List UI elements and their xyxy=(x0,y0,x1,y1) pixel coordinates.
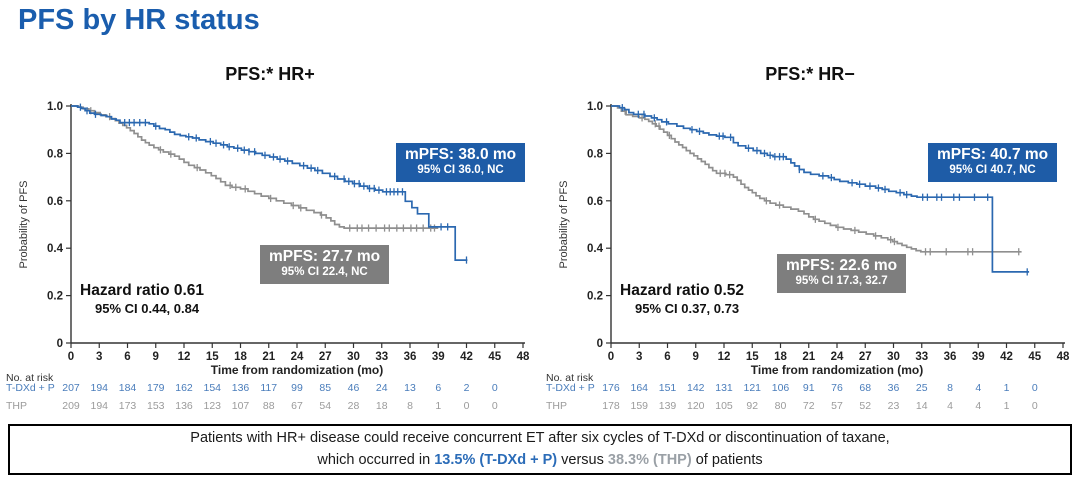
y-tick-label: 0.6 xyxy=(47,195,63,208)
x-tick-label: 9 xyxy=(692,351,699,363)
risk-value: 76 xyxy=(831,382,843,394)
risk-value: 14 xyxy=(915,400,928,412)
hazard-ratio-ci: 95% CI 0.44, 0.84 xyxy=(95,300,200,316)
risk-value: 139 xyxy=(658,400,677,412)
y-tick-label: 0.4 xyxy=(47,243,63,256)
risk-value: 13 xyxy=(404,382,416,394)
km-curve-tdxdp xyxy=(611,106,1029,272)
risk-value: 99 xyxy=(291,382,303,394)
mpfs-ci: 95% CI 36.0, NC xyxy=(417,163,504,176)
x-tick-label: 6 xyxy=(124,351,131,363)
x-tick-label: 42 xyxy=(460,351,473,363)
y-tick-label: 0 xyxy=(596,338,603,350)
risk-value: 88 xyxy=(262,400,275,412)
risk-value: 68 xyxy=(859,382,872,394)
km-panel-hr-negative xyxy=(540,60,1080,420)
risk-value: 194 xyxy=(90,400,109,412)
footnote-line2-mid: versus xyxy=(557,451,608,468)
panel-title-hr-positive: PFS:* HR+ xyxy=(225,64,315,84)
y-axis-label: Probability of PFS xyxy=(18,180,30,269)
risk-value: 6 xyxy=(435,382,442,394)
x-tick-label: 45 xyxy=(488,351,502,363)
footnote-box xyxy=(8,424,1072,475)
y-tick-label: 0.2 xyxy=(587,290,603,303)
footnote-line2 xyxy=(317,450,762,471)
footnote-line2-prefix: which occurred in xyxy=(317,451,435,468)
x-tick-label: 24 xyxy=(830,351,844,363)
risk-value: 91 xyxy=(802,382,815,394)
x-tick-label: 39 xyxy=(431,351,445,363)
mpfs-value: mPFS: 27.7 mo xyxy=(269,248,381,265)
risk-value: 164 xyxy=(630,382,649,394)
risk-value: 0 xyxy=(491,400,498,412)
risk-table-header: No. at risk xyxy=(6,372,54,384)
risk-value: 57 xyxy=(831,400,843,412)
risk-row-label: T-DXd + P xyxy=(546,382,595,394)
y-tick-label: 0.2 xyxy=(47,290,63,303)
x-tick-label: 21 xyxy=(802,351,816,363)
risk-value: 142 xyxy=(686,382,705,394)
x-tick-label: 3 xyxy=(636,351,643,363)
x-tick-label: 24 xyxy=(290,351,304,363)
footnote-line2-suffix: of patients xyxy=(691,451,763,468)
risk-value: 1 xyxy=(1003,382,1010,394)
mpfs-badge-tdxd-hr-negative xyxy=(928,143,1057,182)
x-tick-label: 45 xyxy=(1028,351,1042,363)
risk-value: 159 xyxy=(630,400,649,412)
risk-value: 52 xyxy=(859,400,872,412)
risk-value: 72 xyxy=(802,400,815,412)
x-tick-label: 36 xyxy=(403,351,417,363)
risk-value: 4 xyxy=(975,382,982,394)
x-tick-label: 6 xyxy=(664,351,671,363)
risk-value: 105 xyxy=(715,400,733,412)
risk-value: 0 xyxy=(463,400,470,412)
x-tick-label: 27 xyxy=(858,351,872,363)
risk-value: 46 xyxy=(347,382,360,394)
page-title: PFS by HR status xyxy=(18,4,260,36)
risk-value: 80 xyxy=(774,400,787,412)
footnote-line1: Patients with HR+ disease could receive concurrent ET after six cycles of T-DXd or discontinuation of taxane, xyxy=(190,430,890,447)
mpfs-value: mPFS: 22.6 mo xyxy=(786,257,898,274)
risk-value: 151 xyxy=(658,382,677,394)
x-tick-label: 21 xyxy=(262,351,276,363)
risk-row-label: THP xyxy=(546,400,567,412)
y-tick-label: 0 xyxy=(56,338,63,350)
risk-value: 92 xyxy=(746,400,759,412)
hazard-ratio-hr-positive xyxy=(80,282,204,317)
risk-value: 0 xyxy=(1031,400,1038,412)
y-axis-label: Probability of PFS xyxy=(558,180,570,269)
x-tick-label: 42 xyxy=(1000,351,1013,363)
km-panel-hr-positive xyxy=(0,60,540,420)
x-tick-label: 33 xyxy=(375,351,389,363)
risk-value: 67 xyxy=(291,400,303,412)
risk-value: 24 xyxy=(375,382,388,394)
hazard-ratio-value: Hazard ratio 0.52 xyxy=(620,282,745,299)
risk-row-label: T-DXd + P xyxy=(6,382,55,394)
km-curve-thp xyxy=(71,106,438,228)
risk-value: 162 xyxy=(175,382,193,394)
x-axis-label: Time from randomization (mo) xyxy=(210,363,384,377)
mpfs-ci: 95% CI 40.7, NC xyxy=(949,163,1036,176)
y-tick-label: 0.8 xyxy=(587,148,603,161)
risk-value: 4 xyxy=(947,400,953,412)
risk-value: 85 xyxy=(319,382,332,394)
risk-value: 131 xyxy=(715,382,733,394)
risk-value: 1 xyxy=(435,400,442,412)
risk-table-header: No. at risk xyxy=(546,372,594,384)
y-tick-label: 1.0 xyxy=(47,101,63,113)
mpfs-badge-thp-hr-positive xyxy=(260,245,389,284)
risk-value: 25 xyxy=(915,382,928,394)
hazard-ratio-ci: 95% CI 0.37, 0.73 xyxy=(635,300,740,316)
x-tick-label: 15 xyxy=(745,351,759,363)
risk-value: 28 xyxy=(347,400,360,412)
risk-value: 54 xyxy=(319,400,332,412)
y-tick-label: 0.4 xyxy=(587,243,603,256)
footnote-thp-percent: 38.3% (THP) xyxy=(607,451,692,468)
x-tick-label: 18 xyxy=(234,351,247,363)
x-tick-label: 3 xyxy=(96,351,103,363)
mpfs-value: mPFS: 40.7 mo xyxy=(937,146,1049,163)
risk-value: 179 xyxy=(146,382,165,394)
risk-value: 178 xyxy=(602,400,620,412)
risk-value: 207 xyxy=(62,382,80,394)
x-tick-label: 18 xyxy=(774,351,787,363)
risk-row-label: THP xyxy=(6,400,27,412)
risk-value: 153 xyxy=(146,400,165,412)
x-tick-label: 12 xyxy=(717,351,731,363)
hazard-ratio-value: Hazard ratio 0.61 xyxy=(80,282,205,299)
x-tick-label: 33 xyxy=(915,351,929,363)
x-tick-label: 48 xyxy=(516,351,530,363)
risk-value: 121 xyxy=(743,382,762,394)
risk-value: 4 xyxy=(975,400,982,412)
risk-value: 136 xyxy=(231,382,250,394)
x-tick-label: 27 xyxy=(318,351,332,363)
x-tick-label: 9 xyxy=(152,351,159,363)
panel-title-hr-negative: PFS:* HR− xyxy=(765,64,855,84)
mpfs-badge-thp-hr-negative xyxy=(777,254,906,293)
x-tick-label: 0 xyxy=(607,351,615,363)
risk-value: 120 xyxy=(686,400,705,412)
mpfs-ci: 95% CI 17.3, 32.7 xyxy=(795,274,888,287)
x-tick-label: 0 xyxy=(67,351,75,363)
mpfs-value: mPFS: 38.0 mo xyxy=(405,146,517,163)
x-tick-label: 15 xyxy=(205,351,219,363)
hazard-ratio-hr-negative xyxy=(620,282,744,317)
x-tick-label: 30 xyxy=(347,351,360,363)
risk-value: 136 xyxy=(175,400,193,412)
risk-value: 117 xyxy=(260,382,278,394)
risk-value: 18 xyxy=(375,400,388,412)
x-tick-label: 48 xyxy=(1056,351,1070,363)
risk-value: 176 xyxy=(602,382,620,394)
x-tick-label: 39 xyxy=(971,351,985,363)
y-tick-label: 0.6 xyxy=(587,195,603,208)
risk-value: 2 xyxy=(463,382,470,394)
risk-value: 23 xyxy=(887,400,900,412)
x-axis-label: Time from randomization (mo) xyxy=(750,363,924,377)
mpfs-ci: 95% CI 22.4, NC xyxy=(281,265,368,278)
risk-value: 107 xyxy=(231,400,250,412)
risk-value: 123 xyxy=(203,400,222,412)
risk-value: 36 xyxy=(887,382,900,394)
risk-value: 8 xyxy=(947,382,953,394)
y-tick-label: 1.0 xyxy=(587,101,603,113)
risk-value: 0 xyxy=(1031,382,1038,394)
risk-value: 106 xyxy=(771,382,790,394)
footnote-tdxd-percent: 13.5% (T-DXd + P) xyxy=(434,451,558,468)
risk-value: 184 xyxy=(118,382,137,394)
x-tick-label: 30 xyxy=(887,351,900,363)
x-tick-label: 12 xyxy=(177,351,191,363)
y-tick-label: 0.8 xyxy=(47,148,63,161)
risk-value: 0 xyxy=(491,382,498,394)
risk-value: 194 xyxy=(90,382,109,394)
risk-value: 173 xyxy=(118,400,137,412)
mpfs-badge-tdxd-hr-positive xyxy=(396,143,525,182)
x-tick-label: 36 xyxy=(943,351,957,363)
risk-value: 8 xyxy=(407,400,413,412)
risk-value: 209 xyxy=(62,400,80,412)
risk-value: 1 xyxy=(1003,400,1010,412)
risk-value: 154 xyxy=(203,382,222,394)
